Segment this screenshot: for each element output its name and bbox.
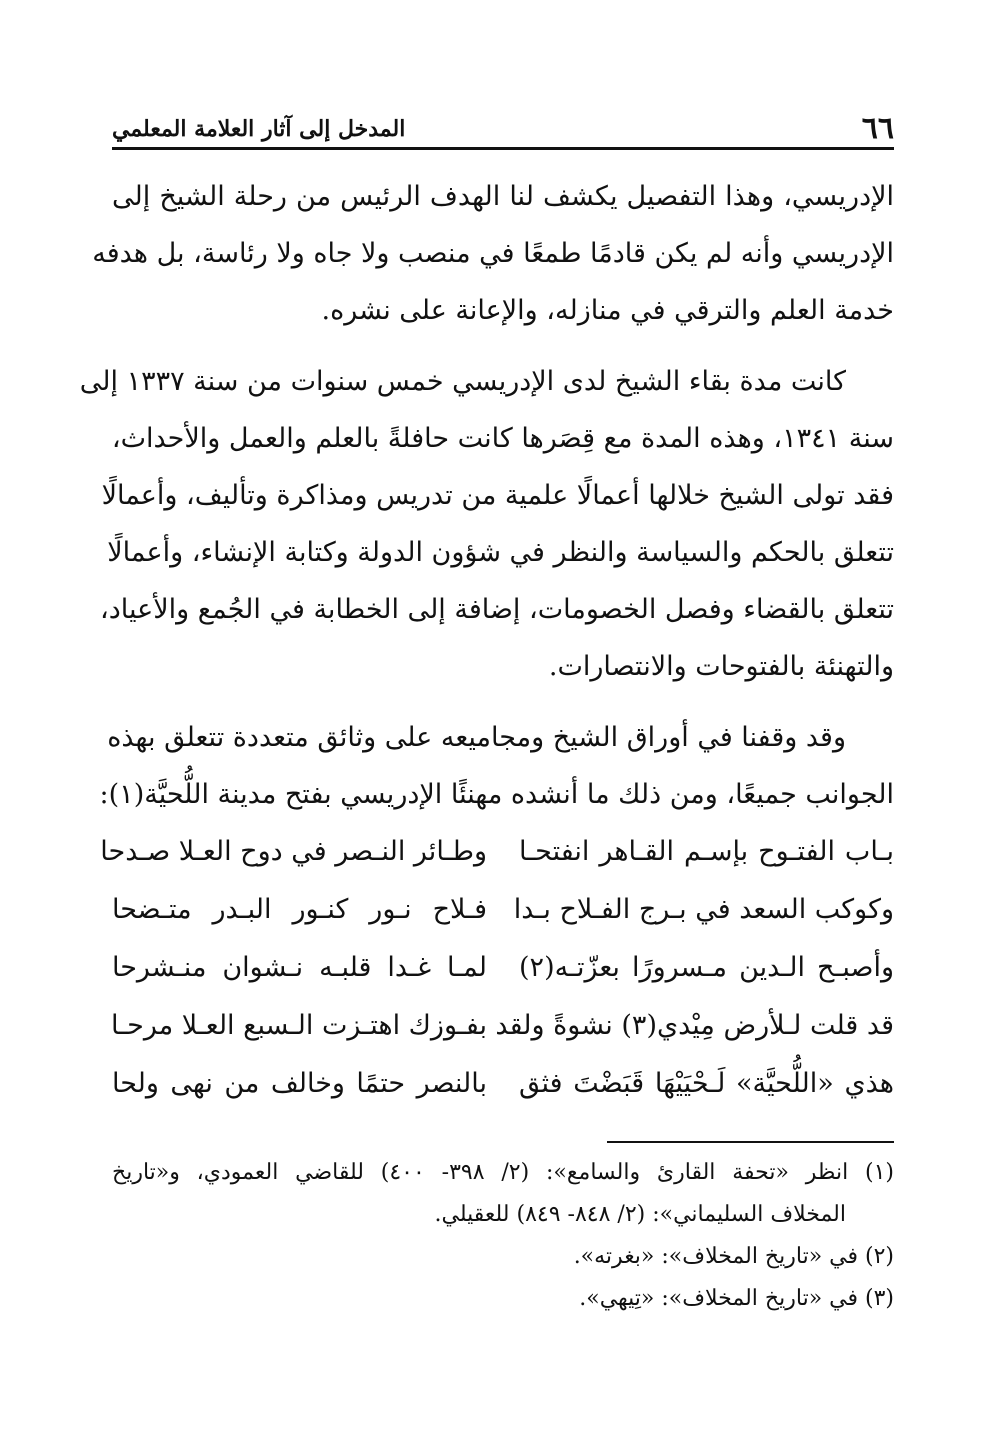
footnote-line: (٢) في «تاريخ المخلاف»: «بغرته».: [573, 1244, 894, 1269]
verse: [112, 1055, 894, 1113]
verse-second-hemistich: فـلاح نـور كنـور البـدر متـضحا: [112, 894, 487, 925]
footnote-line: المخلاف السليماني»: (٢/ ٨٤٨- ٨٤٩) للعقيلي.: [434, 1202, 846, 1227]
main-text: [79, 168, 894, 1113]
paragraph-2: [79, 353, 894, 695]
footnotes: [112, 1152, 894, 1320]
verse-first-hemistich: هذي «اللُّحيَّة» لَـحْيَيْهَا قَبَضْتَ فثق: [519, 1068, 894, 1099]
verse-first-hemistich: قد قلت لـلأرض مِيْدي(٣) نشوةً ولقد: [495, 1010, 894, 1041]
text-line: سنة ١٣٤١، وهذه المدة مع قِصَرها كانت حافلةً بالعلم والعمل والأحداث،: [111, 423, 894, 454]
text-line: وقد وقفنا في أوراق الشيخ ومجاميعه على وثائق متعددة تتعلق بهذه: [107, 722, 846, 753]
verse-first-hemistich: وكوكب السعد في بـرج الفـلاح بـدا: [513, 894, 894, 925]
text-line: خدمة العلم والترقي في منازله، والإعانة على نشره.: [321, 295, 894, 326]
text-line: تتعلق بالقضاء وفصل الخصومات، إضافة إلى الخطابة في الجُمع والأعياد،: [100, 594, 894, 625]
verse-first-hemistich: وأصبـح الـدين مـسرورًا بعزّتـه(٢): [519, 952, 894, 983]
footnote-line: (١) انظر «تحفة القارئ والسامع»: (٢/ ٣٩٨- ٤٠٠) للقاضي العمودي، و«تاريخ: [112, 1160, 894, 1185]
footnote-line: (٣) في «تاريخ المخلاف»: «تِيهي».: [579, 1286, 894, 1311]
text-line: الإدريسي، وهذا التفصيل يكشف لنا الهدف الرئيس من رحلة الشيخ إلى: [112, 181, 894, 212]
running-title: المدخل إلى آثار العلامة المعلمي: [112, 116, 406, 142]
verse-second-hemistich: لمـا غـدا قلبـه نـشوان منـشرحا: [112, 952, 487, 983]
verse: [112, 939, 894, 997]
verse-second-hemistich: بفـوزك اهتـزت الـسبع العـلا مرحـا: [111, 1010, 487, 1041]
text-line: الإدريسي وأنه لم يكن قادمًا طمعًا في منصب ولا جاه ولا رئاسة، بل هدفه: [92, 238, 894, 269]
verse: [112, 997, 894, 1055]
page-number: ٦٦: [861, 111, 894, 146]
verse: [112, 881, 894, 939]
poem: [100, 823, 894, 1113]
verse-second-hemistich: وطـائر النـصر في دوح العـلا صـدحا: [100, 836, 487, 867]
text-line: كانت مدة بقاء الشيخ لدى الإدريسي خمس سنوات من سنة ١٣٣٧ إلى: [79, 366, 846, 397]
text-line: والتهنئة بالفتوحات والانتصارات.: [548, 651, 894, 682]
header-rule: [112, 147, 894, 150]
text-line: الجوانب جميعًا، ومن ذلك ما أنشده مهنئًا الإدريسي بفتح مدينة اللُّحيَّة(١):: [99, 779, 894, 810]
text-line: تتعلق بالحكم والسياسة والنظر في شؤون الدولة وكتابة الإنشاء، وأعمالًا: [107, 537, 894, 568]
footnote-separator: [607, 1141, 894, 1143]
verse: [100, 823, 894, 881]
verse-second-hemistich: بالنصر حتمًا وخالف من نهى ولحا: [112, 1068, 487, 1099]
paragraph-1: [92, 168, 894, 339]
text-line: فقد تولى الشيخ خلالها أعمالًا علمية من تدريس ومذاكرة وتأليف، وأعمالًا: [101, 480, 894, 511]
paragraph-3: [99, 709, 894, 823]
verse-first-hemistich: بـاب الفتـوح بإسـم القـاهر انفتحـا: [519, 836, 894, 867]
page-header: [112, 105, 894, 147]
